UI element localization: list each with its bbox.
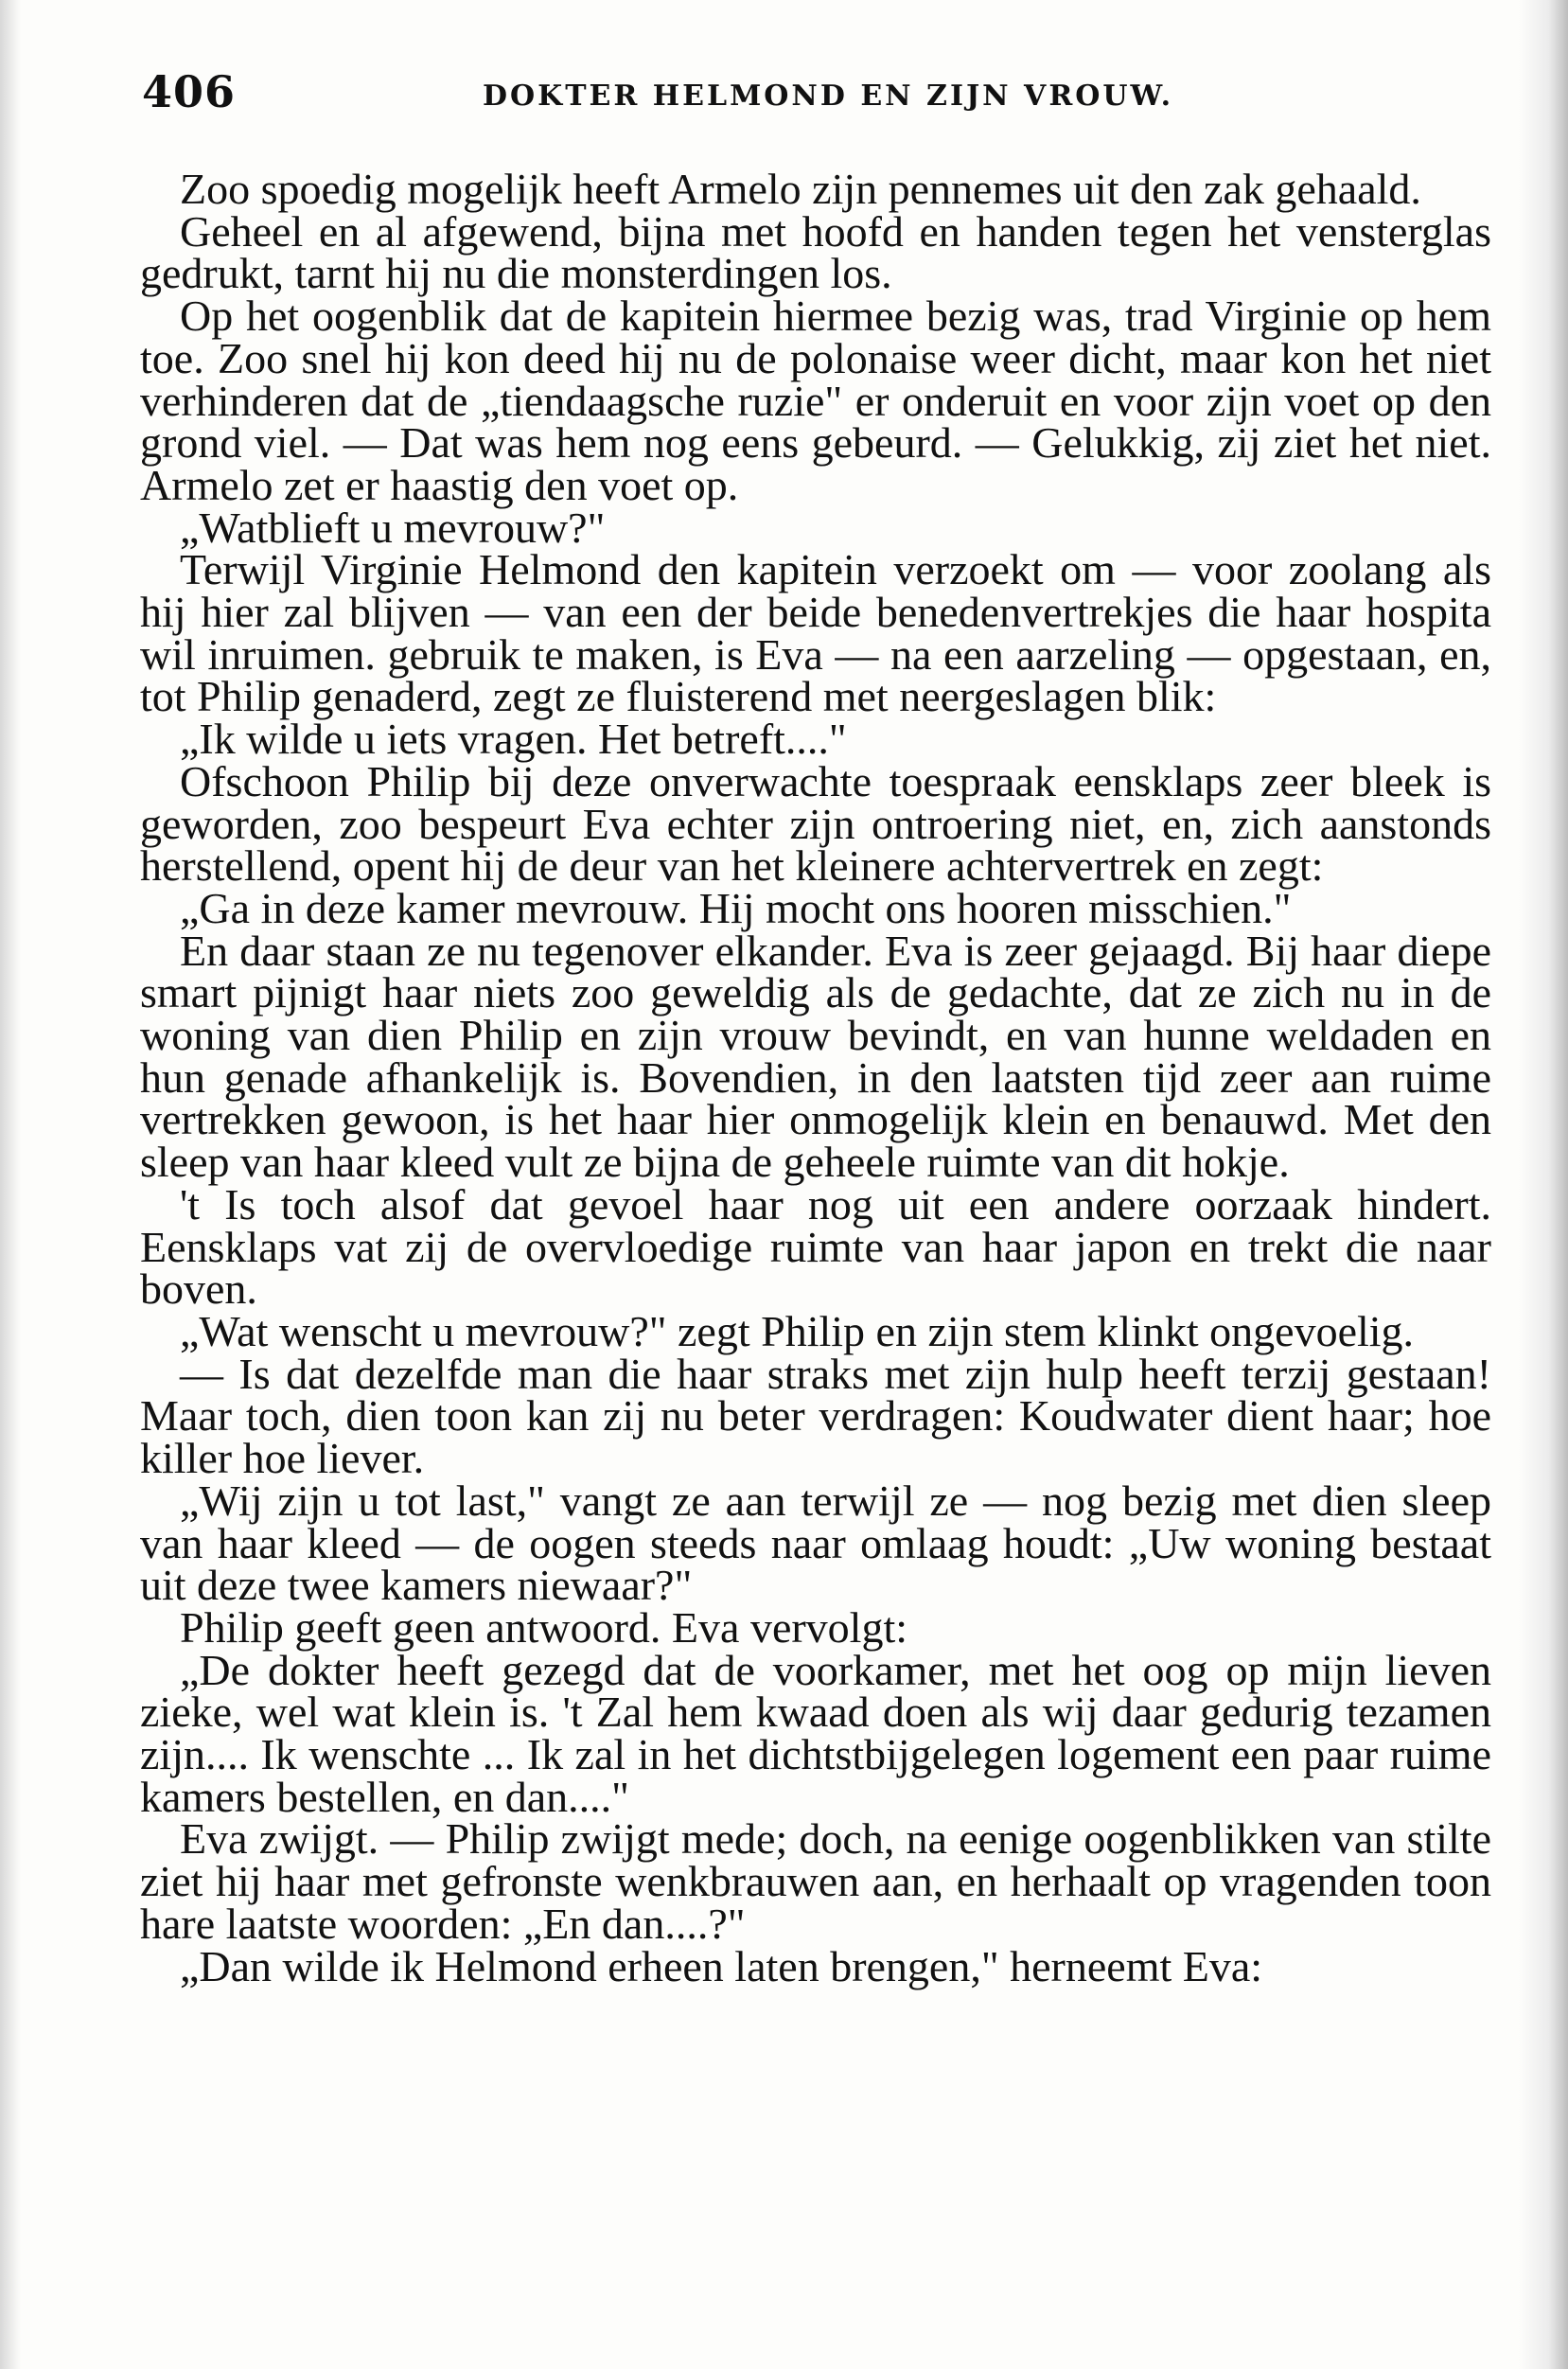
paragraph: En daar staan ze nu tegenover elkander. Eva is zeer gejaagd. Bij haar diepe smart pijnigt haar niets zoo geweldig als de gedachte, dat ze zich nu in de woning van dien Philip en zijn vrouw bevindt, en van hunne weldaden en hun genade afhankelijk is. Bovendien, in den laatsten tijd zeer aan ruime vertrekken gewoon, is het haar hier onmogelijk klein en benauwd. Met den sleep van haar kleed vult ze bijna de geheele ruimte van dit hokje. <box>140 926 1491 1187</box>
paragraph: Geheel en al afgewend, bijna met hoofd en handen tegen het vensterglas gedrukt, tarnt hij nu die monsterdingen los. <box>140 206 1491 298</box>
paragraph: „Ga in deze kamer mevrouw. Hij mocht ons hooren misschien." <box>180 883 1292 932</box>
paragraph: „Dan wilde ik Helmond erheen laten brengen," herneemt Eva: <box>180 1941 1263 1990</box>
paragraph: Terwijl Virginie Helmond den kapitein verzoekt om — voor zoolang als hij hier zal blijven — van een der beide benedenvertrekjes die haar hospita wil inruimen. gebruik te maken, is Eva — na een aarzeling — opgestaan, en, tot Philip genaderd, zegt ze fluisterend met neergeslagen blik: <box>140 545 1491 721</box>
paragraph: Philip geeft geen antwoord. Eva vervolgt: <box>180 1602 908 1652</box>
page-gutter-shadow <box>0 0 21 2369</box>
paragraph: „De dokter heeft gezegd dat de voorkamer, met het oog op mijn lieven zieke, wel wat klein is. 't Zal hem kwaad doen als wij daar gedurig tezamen zijn.... Ik wenschte ... Ik zal in het dichtstbijgelegen logement een paar ruime kamers bestellen, en dan...." <box>140 1645 1491 1821</box>
paragraph: „Wat wenscht u mevrouw?" zegt Philip en zijn stem klinkt ongevoelig. <box>180 1306 1415 1355</box>
paragraph: — Is dat dezelfde man die haar straks met zijn hulp heeft terzij gestaan! Maar toch, dien toon kan zij nu beter verdragen: Koudwater dient haar; hoe killer hoe liever. <box>140 1349 1491 1483</box>
paragraph: Ofschoon Philip bij deze onverwachte toespraak eensklaps zeer bleek is geworden, zoo bespeurt Eva echter zijn ontroering niet, en, zich aanstonds herstellend, opent hij de deur van het kleinere achtervertrek en zegt: <box>140 756 1491 891</box>
page-number: 406 <box>142 66 237 117</box>
paragraph: „Watblieft u mevrouw?" <box>180 503 606 552</box>
paragraph: Zoo spoedig mogelijk heeft Armelo zijn pennemes uit den zak gehaald. <box>180 165 1421 213</box>
body-text <box>140 165 1491 1990</box>
paragraph: „Ik wilde u iets vragen. Het betreft...." <box>180 715 847 764</box>
page-edge-shadow <box>1519 0 1568 2369</box>
page-header <box>142 66 1486 133</box>
paragraph: Op het oogenblik dat de kapitein hiermee bezig was, trad Virginie op hem toe. Zoo snel hij kon deed hij nu de polonaise weer dicht, maar kon het niet verhinderen dat de „tiendaagsche ruzie" er onderuit en voor zijn voet op den grond viel. — Dat was hem nog eens gebeurd. — Gelukkig, zij ziet het niet. Armelo zet er haastig den voet op. <box>140 292 1491 509</box>
running-title: DOKTER HELMOND EN ZIJN VROUW. <box>483 80 1174 113</box>
paragraph: „Wij zijn u tot last," vangt ze aan terwijl ze — nog bezig met dien sleep van haar kleed — de oogen steeds naar omlaag houdt: „Uw woning bestaat uit deze twee kamers niewaar?" <box>140 1476 1491 1610</box>
paragraph: Eva zwijgt. — Philip zwijgt mede; doch, na eenige oogenblikken van stilte ziet hij haar met gefronste wenkbrauwen aan, en herhaalt op vragenden toon hare laatste woorden: „En dan....?" <box>140 1814 1491 1948</box>
paragraph: 't Is toch alsof dat gevoel haar nog uit een andere oorzaak hindert. Eensklaps vat zij de overvloedige ruimte van haar japon en trekt die naar boven. <box>140 1179 1491 1314</box>
